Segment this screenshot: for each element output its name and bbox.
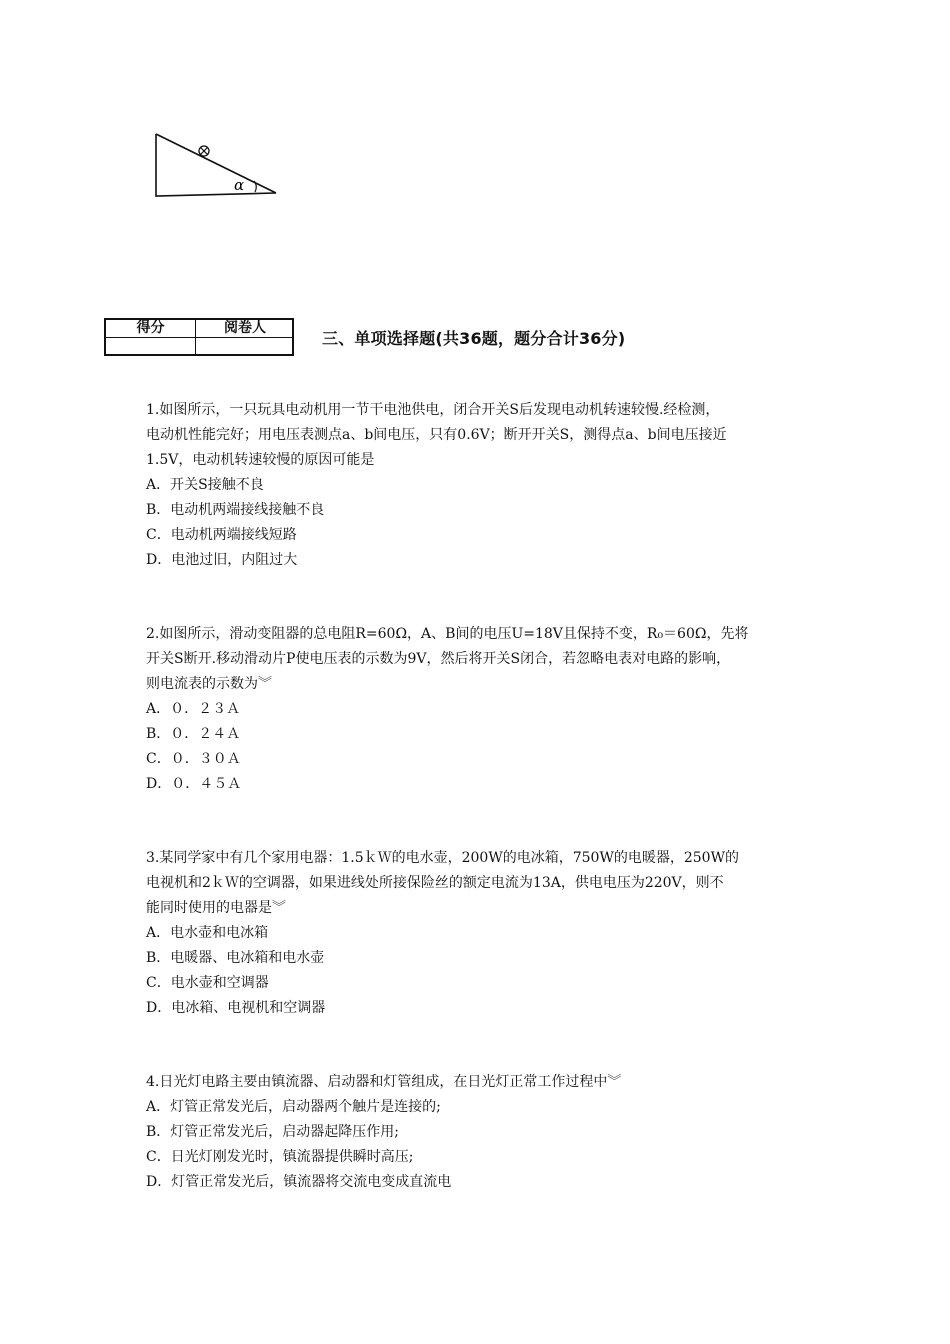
question-stem-line: 4.日光灯电路主要由镇流器、启动器和灯管组成，在日光灯正常工作过程中︾: [146, 1074, 622, 1090]
question-stem-line: 3.某同学家中有几个家用电器：1.5ｋＷ的电水壶，200W的电冰箱，750W的电暖器，250W的: [146, 850, 739, 866]
section-title: 三、单项选择题(共36题，题分合计36分): [322, 329, 626, 348]
score-cell[interactable]: [106, 338, 196, 356]
question-stem-line: 电动机性能完好；用电压表测点a、b间电压，只有0.6V；断开开关S，测得点a、b间电压接近: [146, 427, 727, 443]
option-a[interactable]: A．灯管正常发光后，启动器两个触片是连接的;: [146, 1099, 441, 1115]
question-stem-line: 1.如图所示，一只玩具电动机用一节干电池供电，闭合开关S后发现电动机转速较慢.经检测，: [146, 402, 720, 418]
option-c[interactable]: C．电动机两端接线短路: [146, 527, 297, 543]
question-1: [146, 398, 826, 573]
score-table: [104, 318, 294, 356]
question-stem-line: 1.5V，电动机转速较慢的原因可能是: [146, 452, 375, 468]
question-stem-line: 则电流表的示数为︾: [146, 676, 272, 692]
incline-figure: [150, 130, 285, 202]
question-3: [146, 846, 826, 1021]
question-stem-line: 2.如图所示，滑动变阻器的总电阻R=60Ω，A、B间的电压U=18V且保持不变，R₀＝60Ω，先将: [146, 626, 749, 642]
option-b[interactable]: B．灯管正常发光后，启动器起降压作用;: [146, 1124, 400, 1140]
option-a[interactable]: A．开关S接触不良: [146, 477, 264, 493]
question-stem-line: 电视机和2ｋＷ的空调器，如果进线处所接保险丝的额定电流为13A，供电电压为220V，则不: [146, 875, 724, 891]
option-c[interactable]: C．电水壶和空调器: [146, 975, 269, 991]
grader-header: 阅卷人: [196, 320, 294, 338]
option-d[interactable]: D．电冰箱、电视机和空调器: [146, 1000, 326, 1016]
incline-diagram: [150, 130, 285, 202]
angle-label: α: [234, 176, 245, 194]
option-c[interactable]: C．０．３０Ａ: [146, 751, 241, 767]
option-d[interactable]: D．０．４５Ａ: [146, 776, 242, 792]
option-d[interactable]: D．灯管正常发光后，镇流器将交流电变成直流电: [146, 1174, 452, 1190]
option-d[interactable]: D．电池过旧，内阻过大: [146, 552, 298, 568]
question-4: [146, 1070, 826, 1195]
question-stem-line: 能同时使用的电器是︾: [146, 900, 286, 916]
option-a[interactable]: A．０．２３Ａ: [146, 701, 241, 717]
question-stem-line: 开关S断开.移动滑动片P使电压表的示数为9V，然后将开关S闭合，若忽略电表对电路的影响，: [146, 651, 731, 667]
question-2: [146, 622, 826, 797]
option-b[interactable]: B．电动机两端接线接触不良: [146, 502, 325, 518]
grader-cell[interactable]: [196, 338, 294, 356]
incline-slope: [156, 134, 276, 193]
option-b[interactable]: B．０．２４Ａ: [146, 726, 241, 742]
option-a[interactable]: A．电水壶和电冰箱: [146, 925, 269, 941]
option-c[interactable]: C．日光灯刚发光时，镇流器提供瞬时高压;: [146, 1149, 414, 1165]
option-b[interactable]: B．电暖器、电冰箱和电水壶: [146, 950, 325, 966]
score-header: 得分: [106, 320, 196, 338]
